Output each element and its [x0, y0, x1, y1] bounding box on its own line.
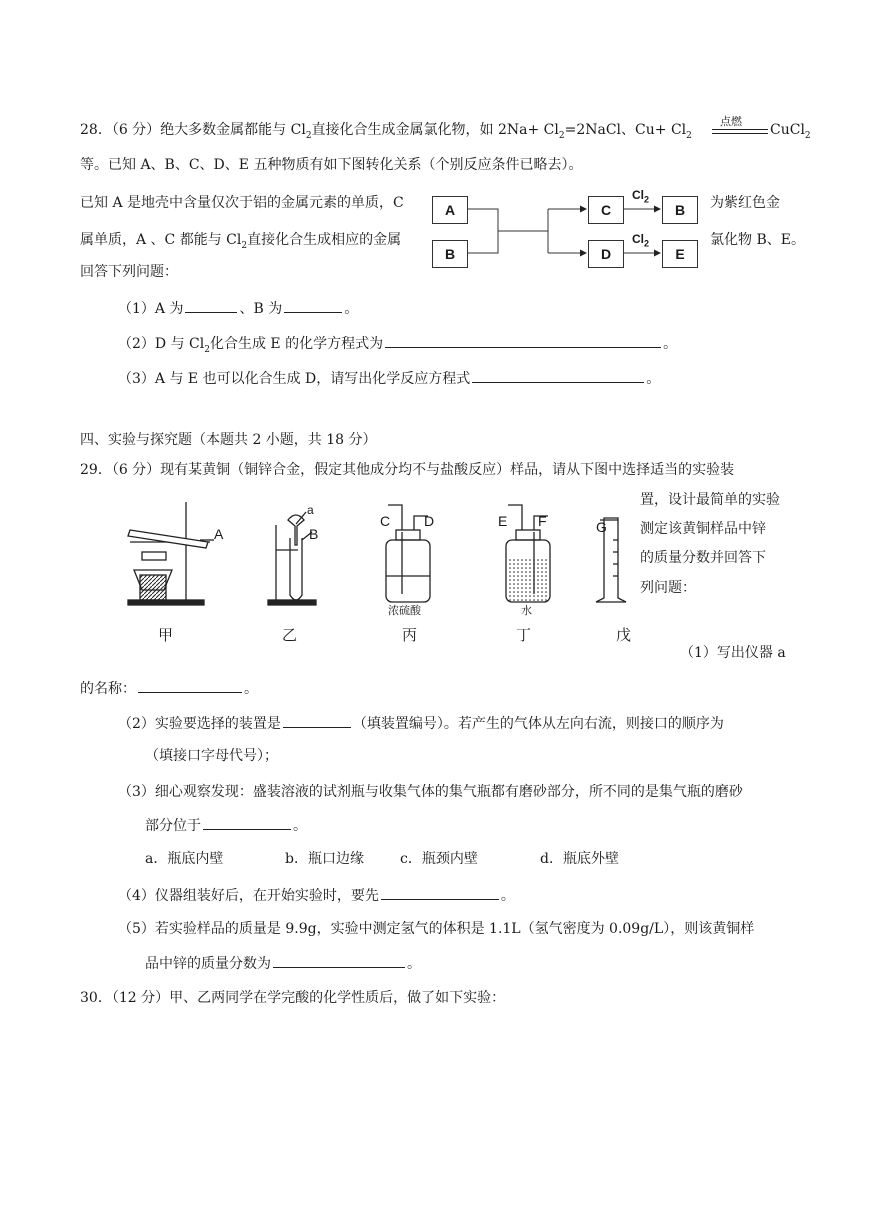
instrument-label-a: a	[307, 503, 314, 517]
answer-blank[interactable]	[203, 815, 291, 830]
caption-wu: 戊	[616, 626, 632, 644]
port-label-g: G	[596, 519, 607, 535]
q29-right3: 的质量分数并回答下	[640, 550, 766, 566]
caption-yi: 乙	[282, 626, 298, 644]
q29-sub2-c: （填接口字母代号）；	[145, 748, 278, 764]
q28-line5: 回答下列问题：	[80, 264, 178, 280]
answer-blank[interactable]	[185, 298, 237, 313]
q28-line2: 等。已知 A、B、C、D、E 五种物质有如下图转化关系（个别反应条件已略去）。	[80, 157, 583, 173]
option-c: c．瓶颈内壁	[400, 851, 478, 867]
diagram-box-b: B	[432, 240, 468, 268]
reagent-sulfuric-acid: 浓硫酸	[388, 604, 421, 617]
q29-sub2-a: （2）实验要选择的装置是 （填装置编号）。若产生的气体从左向右流，则接口的顺序为	[118, 713, 724, 734]
q29-right2: 测定该黄铜样品中锌	[640, 521, 766, 537]
q29-sub5-a: （5）若实验样品的质量是 9.9g，实验中测定氢气的体积是 1.1L（氢气密度为 0.09g/L），则该黄铜样	[118, 921, 755, 937]
port-label-a-upper: A	[214, 526, 224, 542]
port-label-f: F	[538, 513, 547, 529]
q29-sub3-a: （3）细心观察发现：盛装溶液的试剂瓶与收集气体的集气瓶都有磨砂部分，所不同的是集气瓶的磨砂	[118, 784, 743, 800]
reagent-water: 水	[521, 604, 532, 617]
reaction-condition: 点燃	[720, 115, 742, 128]
port-label-d: D	[424, 513, 435, 529]
diagram-box-c: C	[588, 196, 624, 224]
q28-line4-right: 氯化物 B、E。	[710, 232, 805, 248]
cl2-label-top: $Cl_2$	[632, 188, 650, 205]
q29-sub1-b: 的名称： 。	[80, 678, 258, 699]
option-d: d．瓶底外壁	[540, 851, 619, 867]
q29-sub1-a: （1）写出仪器 a	[680, 645, 786, 661]
caption-ding: 丁	[516, 626, 532, 644]
caption-bing: 丙	[402, 626, 418, 644]
diagram-box-e: E	[662, 240, 698, 268]
q29-line1: 29．（6 分）现有某黄铜（铜锌合金，假定其他成分均不与盐酸反应）样品，请从下图中选择适当的实验装	[80, 462, 735, 478]
q29-right4: 列问题：	[640, 580, 696, 596]
q28-line1: 28．（6 分）绝大多数金属都能与 $Cl_2$直接化合生成金属氯化物，如 $2Na+ Cl_2=2NaCl$、$Cu+ Cl_2$	[80, 122, 692, 141]
answer-blank[interactable]	[138, 678, 242, 693]
q29-sub4: （4）仪器组装好后，在开始实验时，要先 。	[118, 885, 515, 906]
answer-blank[interactable]	[381, 885, 499, 900]
cl2-label-bottom: $Cl_2$	[632, 232, 650, 249]
q28-line4-left: 属单质，A 、C 都能与 $Cl_2$直接化合生成相应的金属	[80, 232, 402, 251]
answer-blank[interactable]	[283, 713, 351, 728]
cucl2-product: CuCl$_2$	[770, 122, 811, 141]
port-label-b: B	[309, 526, 319, 542]
q29-sub3-b: 部分位于 。	[145, 815, 307, 836]
port-label-c: C	[380, 513, 391, 529]
q28-sub2: （2）D 与 $Cl_2$化合生成 E 的化学方程式为 。	[118, 333, 677, 360]
q30-line1: 30．（12 分）甲、乙两同学在学完酸的化学性质后，做了如下实验：	[80, 990, 506, 1006]
option-b: b．瓶口边缘	[285, 851, 364, 867]
answer-blank[interactable]	[284, 298, 342, 313]
option-a: a．瓶底内壁	[145, 851, 224, 867]
diagram-box-d: D	[588, 240, 624, 268]
q29-sub5-b: 品中锌的质量分数为 。	[145, 953, 421, 974]
diagram-connectors	[0, 0, 869, 300]
answer-blank[interactable]	[472, 368, 644, 383]
q28-sub3: （3）A 与 E 也可以化合生成 D，请写出化学反应方程式 。	[118, 368, 660, 389]
q28-sub1: （1）A 为 、B 为 。	[118, 298, 358, 319]
apparatus-figure	[0, 490, 640, 620]
caption-jia: 甲	[158, 626, 174, 644]
answer-blank[interactable]	[273, 953, 405, 968]
q28-line3-right: 为紫红色金	[710, 195, 780, 211]
diagram-box-a: A	[432, 196, 468, 224]
q29-right1: 置，设计最简单的实验	[640, 492, 780, 508]
answer-blank[interactable]	[385, 333, 661, 348]
diagram-box-b-out: B	[662, 196, 698, 224]
port-label-e: E	[498, 513, 508, 529]
section-heading: 四、实验与探究题（本题共 2 小题，共 18 分）	[80, 432, 377, 448]
q28-line3-left: 已知 A 是地壳中含量仅次于铝的金属元素的单质，C	[80, 195, 404, 211]
